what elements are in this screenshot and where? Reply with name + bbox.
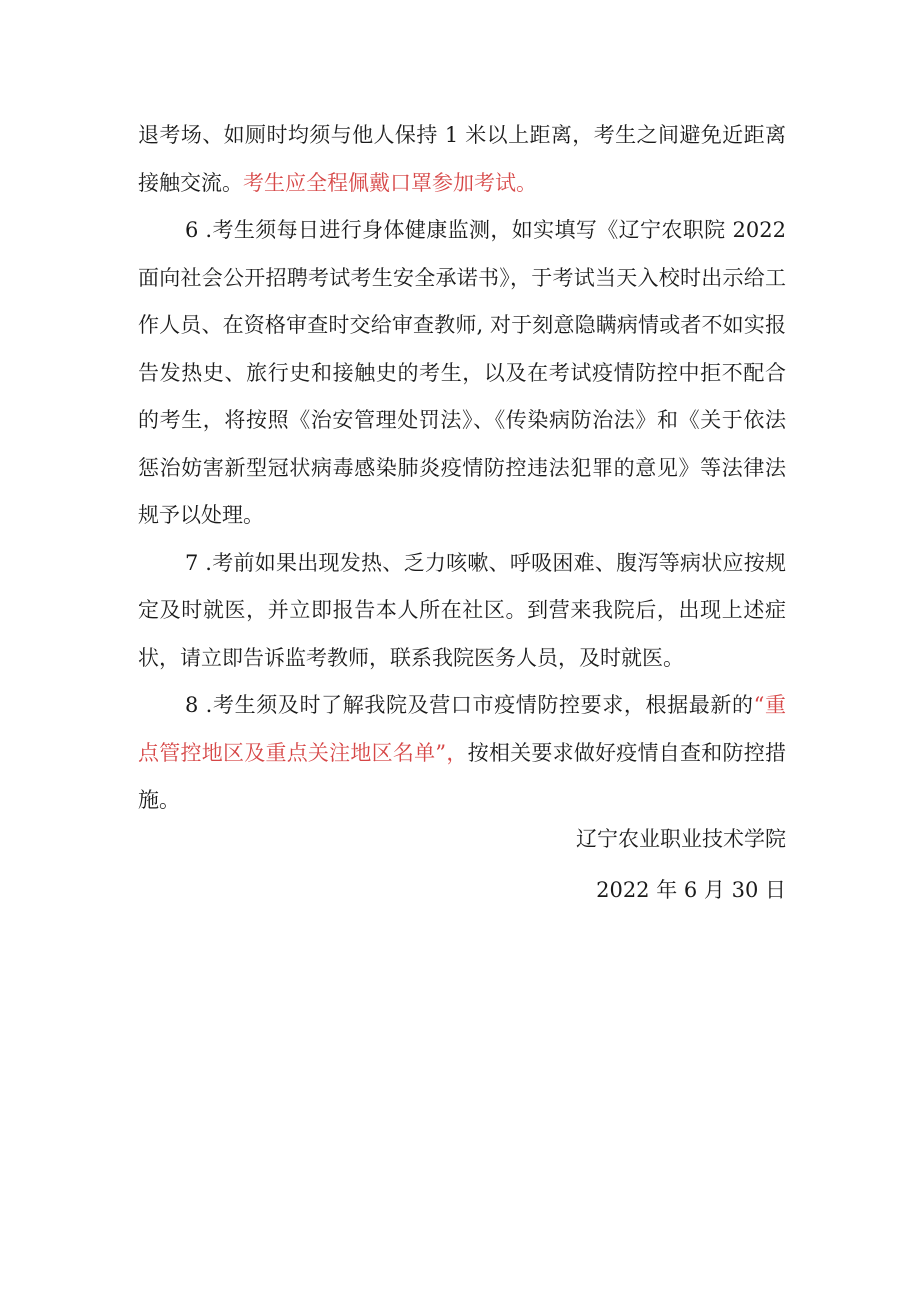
paragraph-6-text: 6 .考生须每日进行身体健康监测，如实填写《辽宁农职院 2022 面向社会公开招聘考试考生安全承诺书》，于考试当天入校时出示给工作人员、在资格审查时交给审查教师, 对于刻意隐瞒病情或者不如实报告发热史、旅行史和接触史的考生，以及在考试疫情防控中拒不配合的考生，将按照《治安管理处罚法》、《传染病防治法》和《关于依法惩治妨害新型冠状病毒感染肺炎疫情防控违法犯罪的意见》等法律法规予以处理。 <box>138 218 786 527</box>
signature-organization: 辽宁农业职业技术学院 <box>576 826 786 851</box>
risk-area-list-highlight: “重点管控地区及重点关注地区名单”， <box>138 693 786 765</box>
signature-date: 2022 年 6 月 30 日 <box>596 877 786 902</box>
paragraph-5-continuation <box>138 112 786 207</box>
paragraph-8-tail: 按相关要求做好疫情自查和防控措施。 <box>138 740 786 812</box>
paragraph-7-text: 7 .考前如果出现发热、乏力咳嗽、呼吸困难、腹泻等病状应按规定及时就医，并立即报告本人所在社区。到营来我院后，出现上述症状，请立即告诉监考教师，联系我院医务人员，及时就医。 <box>138 550 786 670</box>
paragraph-6 <box>138 207 786 540</box>
document-page <box>138 112 786 908</box>
paragraph-8 <box>138 682 786 825</box>
paragraph-5-text: 退考场、如厕时均须与他人保持 1 米以上距离，考生之间避免近距离接触交流。 <box>138 123 786 195</box>
paragraph-7 <box>138 540 786 683</box>
mask-requirement-highlight: 考生应全程佩戴口罩参加考试。 <box>243 170 537 195</box>
paragraph-8-lead: 8 .考生须及时了解我院及营口市疫情防控要求，根据最新的 <box>185 693 754 717</box>
